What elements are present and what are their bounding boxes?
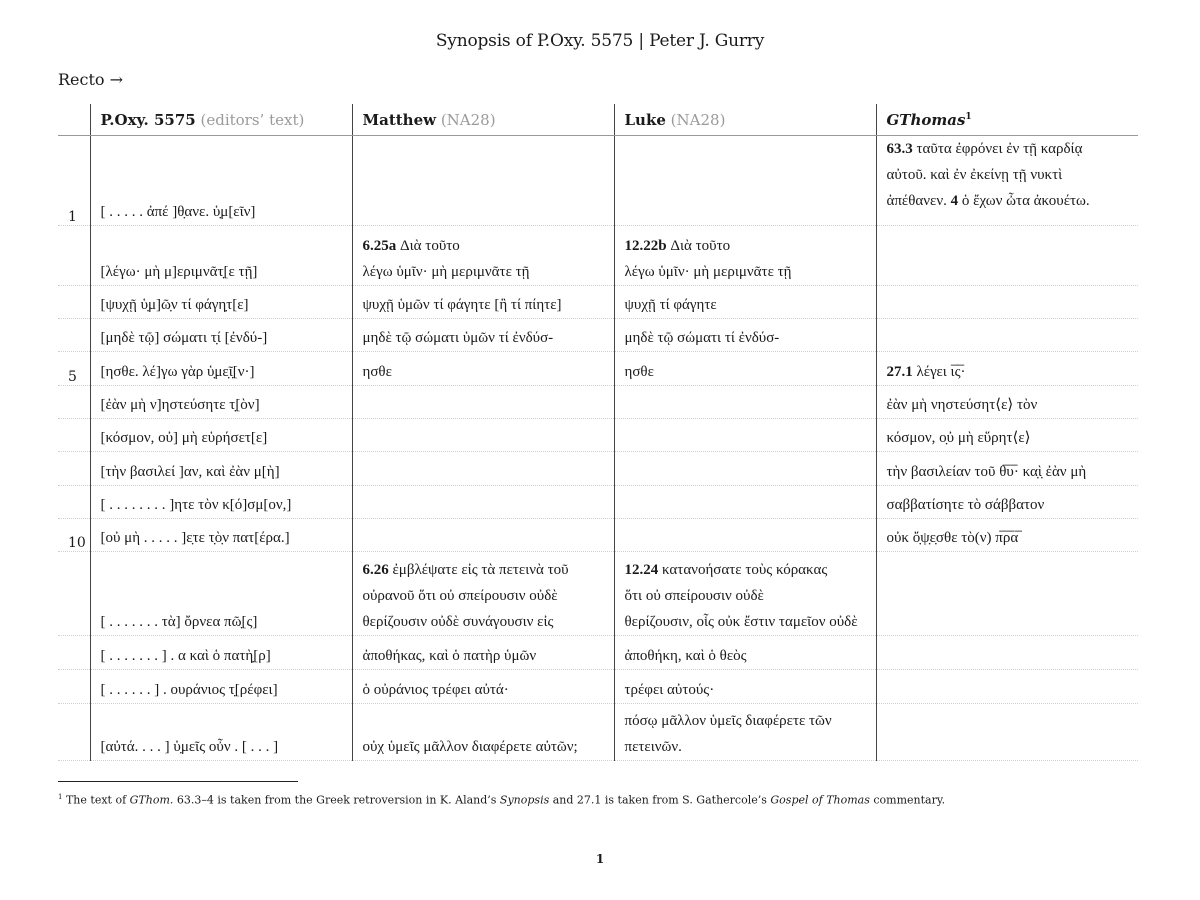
line-number bbox=[58, 419, 90, 452]
matthew-line bbox=[363, 233, 604, 259]
verse-text: κόσμον, ο̣ὐ μὴ εὕρητ⟨ε⟩ bbox=[886, 430, 1031, 446]
verse-text: ὁ ἔχων ὦτα ἀκουέτω. bbox=[958, 193, 1090, 209]
poxy-cell bbox=[90, 226, 352, 286]
verse-ref: 6.25a bbox=[362, 238, 397, 254]
poxy-cell bbox=[90, 552, 352, 636]
matthew-cell bbox=[352, 552, 614, 636]
luke-cell bbox=[614, 452, 876, 486]
luke-line bbox=[625, 643, 866, 669]
luke-line bbox=[625, 583, 866, 609]
luke-line bbox=[625, 292, 866, 318]
recto-label: Recto → bbox=[58, 70, 124, 89]
verse-ref: 6.26 bbox=[362, 562, 389, 578]
poxy-cell bbox=[90, 636, 352, 670]
poxy-cell bbox=[90, 319, 352, 352]
poxy-cell bbox=[90, 136, 352, 226]
poxy-cell bbox=[90, 486, 352, 519]
poxy-line: [ησθε. λέ]γω γὰρ ὑ̣με̣ῖ̣[ν·] bbox=[100, 364, 255, 380]
verse-text: λέγω ὑμῖν· μὴ μεριμνᾶτε τῇ bbox=[362, 264, 530, 280]
matthew-line bbox=[363, 677, 604, 703]
table-row bbox=[58, 452, 1138, 486]
luke-line bbox=[625, 233, 866, 259]
table-row bbox=[58, 670, 1138, 704]
header-poxy: P.Oxy. 5575 (editors’ text) bbox=[90, 104, 352, 136]
line-number bbox=[58, 452, 90, 486]
luke-line bbox=[625, 359, 866, 385]
verse-text: λέγω ὑμῖν· μὴ μεριμνᾶτε τῇ bbox=[624, 264, 792, 280]
poxy-line: [μηδὲ τῷ] σώματι τ̣ί [ἐνδύ-] bbox=[100, 330, 268, 346]
matthew-cell bbox=[352, 519, 614, 552]
verse-text: τὴν βασιλείαν τοῦ θ̅υ̅· κα̣ὶ̣ ἐὰν μὴ bbox=[886, 464, 1087, 480]
matthew-cell bbox=[352, 319, 614, 352]
verse-text: λέγει ι̅ς̅· bbox=[912, 364, 966, 380]
verse-text: ἐὰν μὴ νηστεύσητ⟨ε⟩ τὸν bbox=[886, 397, 1038, 413]
thomas-cell bbox=[876, 636, 1138, 670]
thomas-line bbox=[887, 525, 1129, 551]
table-row bbox=[58, 486, 1138, 519]
verse-text: οὐρανοῦ ὅτι οὐ σπείρουσιν οὐδὲ bbox=[362, 588, 558, 604]
verse-text: ησθε bbox=[362, 364, 392, 380]
thomas-cell bbox=[876, 704, 1138, 761]
luke-cell bbox=[614, 226, 876, 286]
verse-ref: 63.3 bbox=[886, 141, 913, 157]
header-thomas: GThomas$^1$ bbox=[876, 104, 1138, 136]
matthew-cell bbox=[352, 452, 614, 486]
verse-text: θερίζουσιν, οἷς οὐκ ἔστιν ταμεῖον οὐδὲ bbox=[624, 614, 858, 630]
poxy-line: [οὐ μὴ . . . . . ]ε̣τε τ̣ὸ̣ν πατ[έρα.] bbox=[100, 530, 290, 546]
matthew-cell bbox=[352, 286, 614, 319]
verse-text: οὐκ ὄ̣ψ̣ε̣σθε τὸ(ν) π̅ρ̅α̅ bbox=[886, 530, 1019, 546]
verse-text: πόσῳ μᾶλλον ὑμεῖς διαφέρετε τῶν bbox=[624, 713, 832, 729]
header-matthew: Matthew (NA28) bbox=[352, 104, 614, 136]
verse-text: ἀπέθανεν. bbox=[886, 193, 951, 209]
table-row bbox=[58, 386, 1138, 419]
luke-cell bbox=[614, 552, 876, 636]
luke-cell bbox=[614, 136, 876, 226]
table-row bbox=[58, 552, 1138, 636]
verse-ref: 12.22b bbox=[624, 238, 667, 254]
luke-line bbox=[625, 325, 866, 351]
matthew-cell bbox=[352, 136, 614, 226]
matthew-cell bbox=[352, 352, 614, 386]
page-number: 1 bbox=[595, 852, 605, 866]
luke-cell bbox=[614, 636, 876, 670]
verse-text: πετεινῶν. bbox=[624, 739, 682, 755]
verse-text: τρέφει αὐτούς· bbox=[624, 682, 715, 698]
synopsis-table bbox=[58, 104, 1138, 761]
poxy-cell bbox=[90, 670, 352, 704]
table-row bbox=[58, 136, 1138, 226]
matthew-cell bbox=[352, 486, 614, 519]
verse-text: ἀποθήκας, καὶ ὁ πατὴρ ὑμῶν bbox=[362, 648, 537, 664]
matthew-line bbox=[363, 583, 604, 609]
matthew-line bbox=[363, 643, 604, 669]
verse-text: θερίζουσιν οὐδὲ συνάγουσιν εἰς bbox=[362, 614, 554, 630]
header-luke: Luke (NA28) bbox=[614, 104, 876, 136]
matthew-line bbox=[363, 292, 604, 318]
luke-line bbox=[625, 677, 866, 703]
matthew-line bbox=[363, 325, 604, 351]
verse-text: ὅτι οὐ σπείρουσιν οὐδὲ bbox=[624, 588, 764, 604]
thomas-cell bbox=[876, 226, 1138, 286]
line-number bbox=[58, 670, 90, 704]
luke-cell bbox=[614, 486, 876, 519]
verse-text: οὐχ ὑμεῖς μᾶλλον διαφέρετε αὐτῶν; bbox=[362, 739, 578, 755]
footnote: $^1$ The text of GThom. 63.3–4 is taken from the Greek retroversion in K. Aland’s Synopsis and 27.1 is taken from S. Gathercole’s Gospel of Thomas commentary. bbox=[58, 793, 946, 807]
poxy-line: [ψυχῇ ὑ̣μ]ῶ̣ν τί φάγη̣τ[ε] bbox=[100, 297, 249, 313]
thomas-cell bbox=[876, 552, 1138, 636]
poxy-cell bbox=[90, 519, 352, 552]
thomas-line bbox=[887, 162, 1129, 188]
thomas-cell bbox=[876, 486, 1138, 519]
luke-cell bbox=[614, 352, 876, 386]
poxy-cell bbox=[90, 386, 352, 419]
thomas-cell bbox=[876, 419, 1138, 452]
line-number bbox=[58, 552, 90, 636]
luke-cell bbox=[614, 670, 876, 704]
thomas-line bbox=[887, 459, 1129, 485]
verse-text: ησθε bbox=[624, 364, 654, 380]
poxy-line: [ . . . . . . ] . ουράνιος τ̣[ρέφει] bbox=[100, 682, 278, 698]
poxy-line: [ἐὰν μὴ ν]ηστεύσητε τ̣[ὸν] bbox=[100, 397, 260, 413]
line-number: 5 bbox=[58, 352, 90, 386]
verse-ref: 27.1 bbox=[886, 364, 913, 380]
table-row bbox=[58, 352, 1138, 386]
poxy-cell bbox=[90, 704, 352, 761]
thomas-line bbox=[887, 425, 1129, 451]
verse-text: ψυχῇ ὑμῶν τί φάγητε [ἢ τί πίητε] bbox=[362, 297, 562, 313]
table-row bbox=[58, 319, 1138, 352]
line-number bbox=[58, 386, 90, 419]
thomas-cell bbox=[876, 319, 1138, 352]
matthew-cell bbox=[352, 636, 614, 670]
poxy-cell bbox=[90, 452, 352, 486]
matthew-line bbox=[363, 259, 604, 285]
poxy-line: [λέγω· μὴ μ]εριμνᾶτ̣[ε τῇ] bbox=[100, 264, 258, 280]
luke-cell bbox=[614, 419, 876, 452]
table-header-row bbox=[58, 104, 1138, 136]
luke-cell bbox=[614, 386, 876, 419]
verse-text: σαββατίσητε τὸ σάββατον bbox=[886, 497, 1045, 513]
luke-cell bbox=[614, 704, 876, 761]
thomas-cell bbox=[876, 352, 1138, 386]
matthew-cell bbox=[352, 226, 614, 286]
table-row bbox=[58, 636, 1138, 670]
matthew-line bbox=[363, 609, 604, 635]
matthew-cell bbox=[352, 704, 614, 761]
luke-cell bbox=[614, 286, 876, 319]
verse-text: ταῦτα ἐφρόνει ἐν τῇ καρδίᾳ bbox=[912, 141, 1083, 157]
verse-text: ψυχῇ τί φάγητε bbox=[624, 297, 717, 313]
thomas-line bbox=[887, 188, 1129, 214]
table-row bbox=[58, 419, 1138, 452]
line-number bbox=[58, 286, 90, 319]
matthew-cell bbox=[352, 419, 614, 452]
thomas-cell bbox=[876, 452, 1138, 486]
verse-text: Διὰ τοῦτο bbox=[396, 238, 460, 254]
verse-text: μηδὲ τῷ σώματι τί ἐνδύσ- bbox=[624, 330, 780, 346]
poxy-line: [αὐτά. . . . ] ὑ̣μεῖς οὖν . [ . . . ] bbox=[100, 739, 279, 755]
matthew-line bbox=[363, 734, 604, 760]
table-row bbox=[58, 519, 1138, 552]
luke-cell bbox=[614, 319, 876, 352]
poxy-line: [τὴν βασιλεί ]αν, καὶ ἐὰν μ[ὴ] bbox=[100, 464, 280, 480]
poxy-line: [ . . . . . . . . ]ητε τὸν κ[ό]σμ[ον,] bbox=[100, 497, 292, 513]
thomas-line bbox=[887, 136, 1129, 162]
verse-text: Διὰ τοῦτο bbox=[666, 238, 731, 254]
table-row bbox=[58, 226, 1138, 286]
thomas-cell bbox=[876, 519, 1138, 552]
luke-line bbox=[625, 708, 866, 734]
line-number: 10 bbox=[58, 519, 90, 552]
verse-text: μηδὲ τῷ σώματι ὑμῶν τί ἐνδύσ- bbox=[362, 330, 554, 346]
verse-text: κατανοήσατε τοὺς κόρακας bbox=[658, 562, 828, 578]
thomas-cell bbox=[876, 386, 1138, 419]
verse-ref: 12.24 bbox=[624, 562, 659, 578]
line-number: 1 bbox=[58, 136, 90, 226]
table-row bbox=[58, 704, 1138, 761]
matthew-line bbox=[363, 359, 604, 385]
verse-text: ἀποθήκη, καὶ ὁ θεὸς bbox=[624, 648, 747, 664]
poxy-line: [ . . . . . . . τὰ] ὄρνεα πῶ̣[ς] bbox=[100, 614, 258, 630]
matthew-cell bbox=[352, 386, 614, 419]
line-number bbox=[58, 636, 90, 670]
luke-line bbox=[625, 557, 866, 583]
thomas-cell bbox=[876, 670, 1138, 704]
thomas-line bbox=[887, 392, 1129, 418]
matthew-cell bbox=[352, 670, 614, 704]
poxy-line: [ . . . . . ἀπέ ]θ̣ανε. ὑ̣μ[εῖν] bbox=[100, 204, 256, 220]
header-number bbox=[58, 104, 90, 136]
poxy-cell bbox=[90, 352, 352, 386]
verse-ref: 4 bbox=[950, 193, 959, 209]
thomas-cell bbox=[876, 136, 1138, 226]
line-number bbox=[58, 226, 90, 286]
thomas-cell bbox=[876, 286, 1138, 319]
matthew-line bbox=[363, 557, 604, 583]
verse-text: αὐτοῦ. καὶ ἐν ἐκείνῃ τῇ νυκτὶ bbox=[886, 167, 1063, 183]
luke-line bbox=[625, 259, 866, 285]
poxy-cell bbox=[90, 286, 352, 319]
poxy-cell bbox=[90, 419, 352, 452]
luke-line bbox=[625, 734, 866, 760]
thomas-line bbox=[887, 359, 1129, 385]
table-row bbox=[58, 286, 1138, 319]
verse-text: ἐμβλέψατε εἰς τὰ πετεινὰ τοῦ bbox=[388, 562, 569, 578]
poxy-line: [κόσμον, οὐ] μὴ εὑρήσετ[ε] bbox=[100, 430, 268, 446]
verse-text: ὁ οὐράνιος τρέφει αὐτά· bbox=[362, 682, 509, 698]
page-title: Synopsis of P.Oxy. 5575 | Peter J. Gurry bbox=[435, 31, 765, 51]
line-number bbox=[58, 704, 90, 761]
luke-line bbox=[625, 609, 866, 635]
line-number bbox=[58, 319, 90, 352]
luke-cell bbox=[614, 519, 876, 552]
footnote-rule bbox=[58, 781, 298, 782]
line-number bbox=[58, 486, 90, 519]
poxy-line: [ . . . . . . . ] . α καὶ ὁ πατὴ̣[ρ] bbox=[100, 648, 271, 664]
thomas-line bbox=[887, 492, 1129, 518]
